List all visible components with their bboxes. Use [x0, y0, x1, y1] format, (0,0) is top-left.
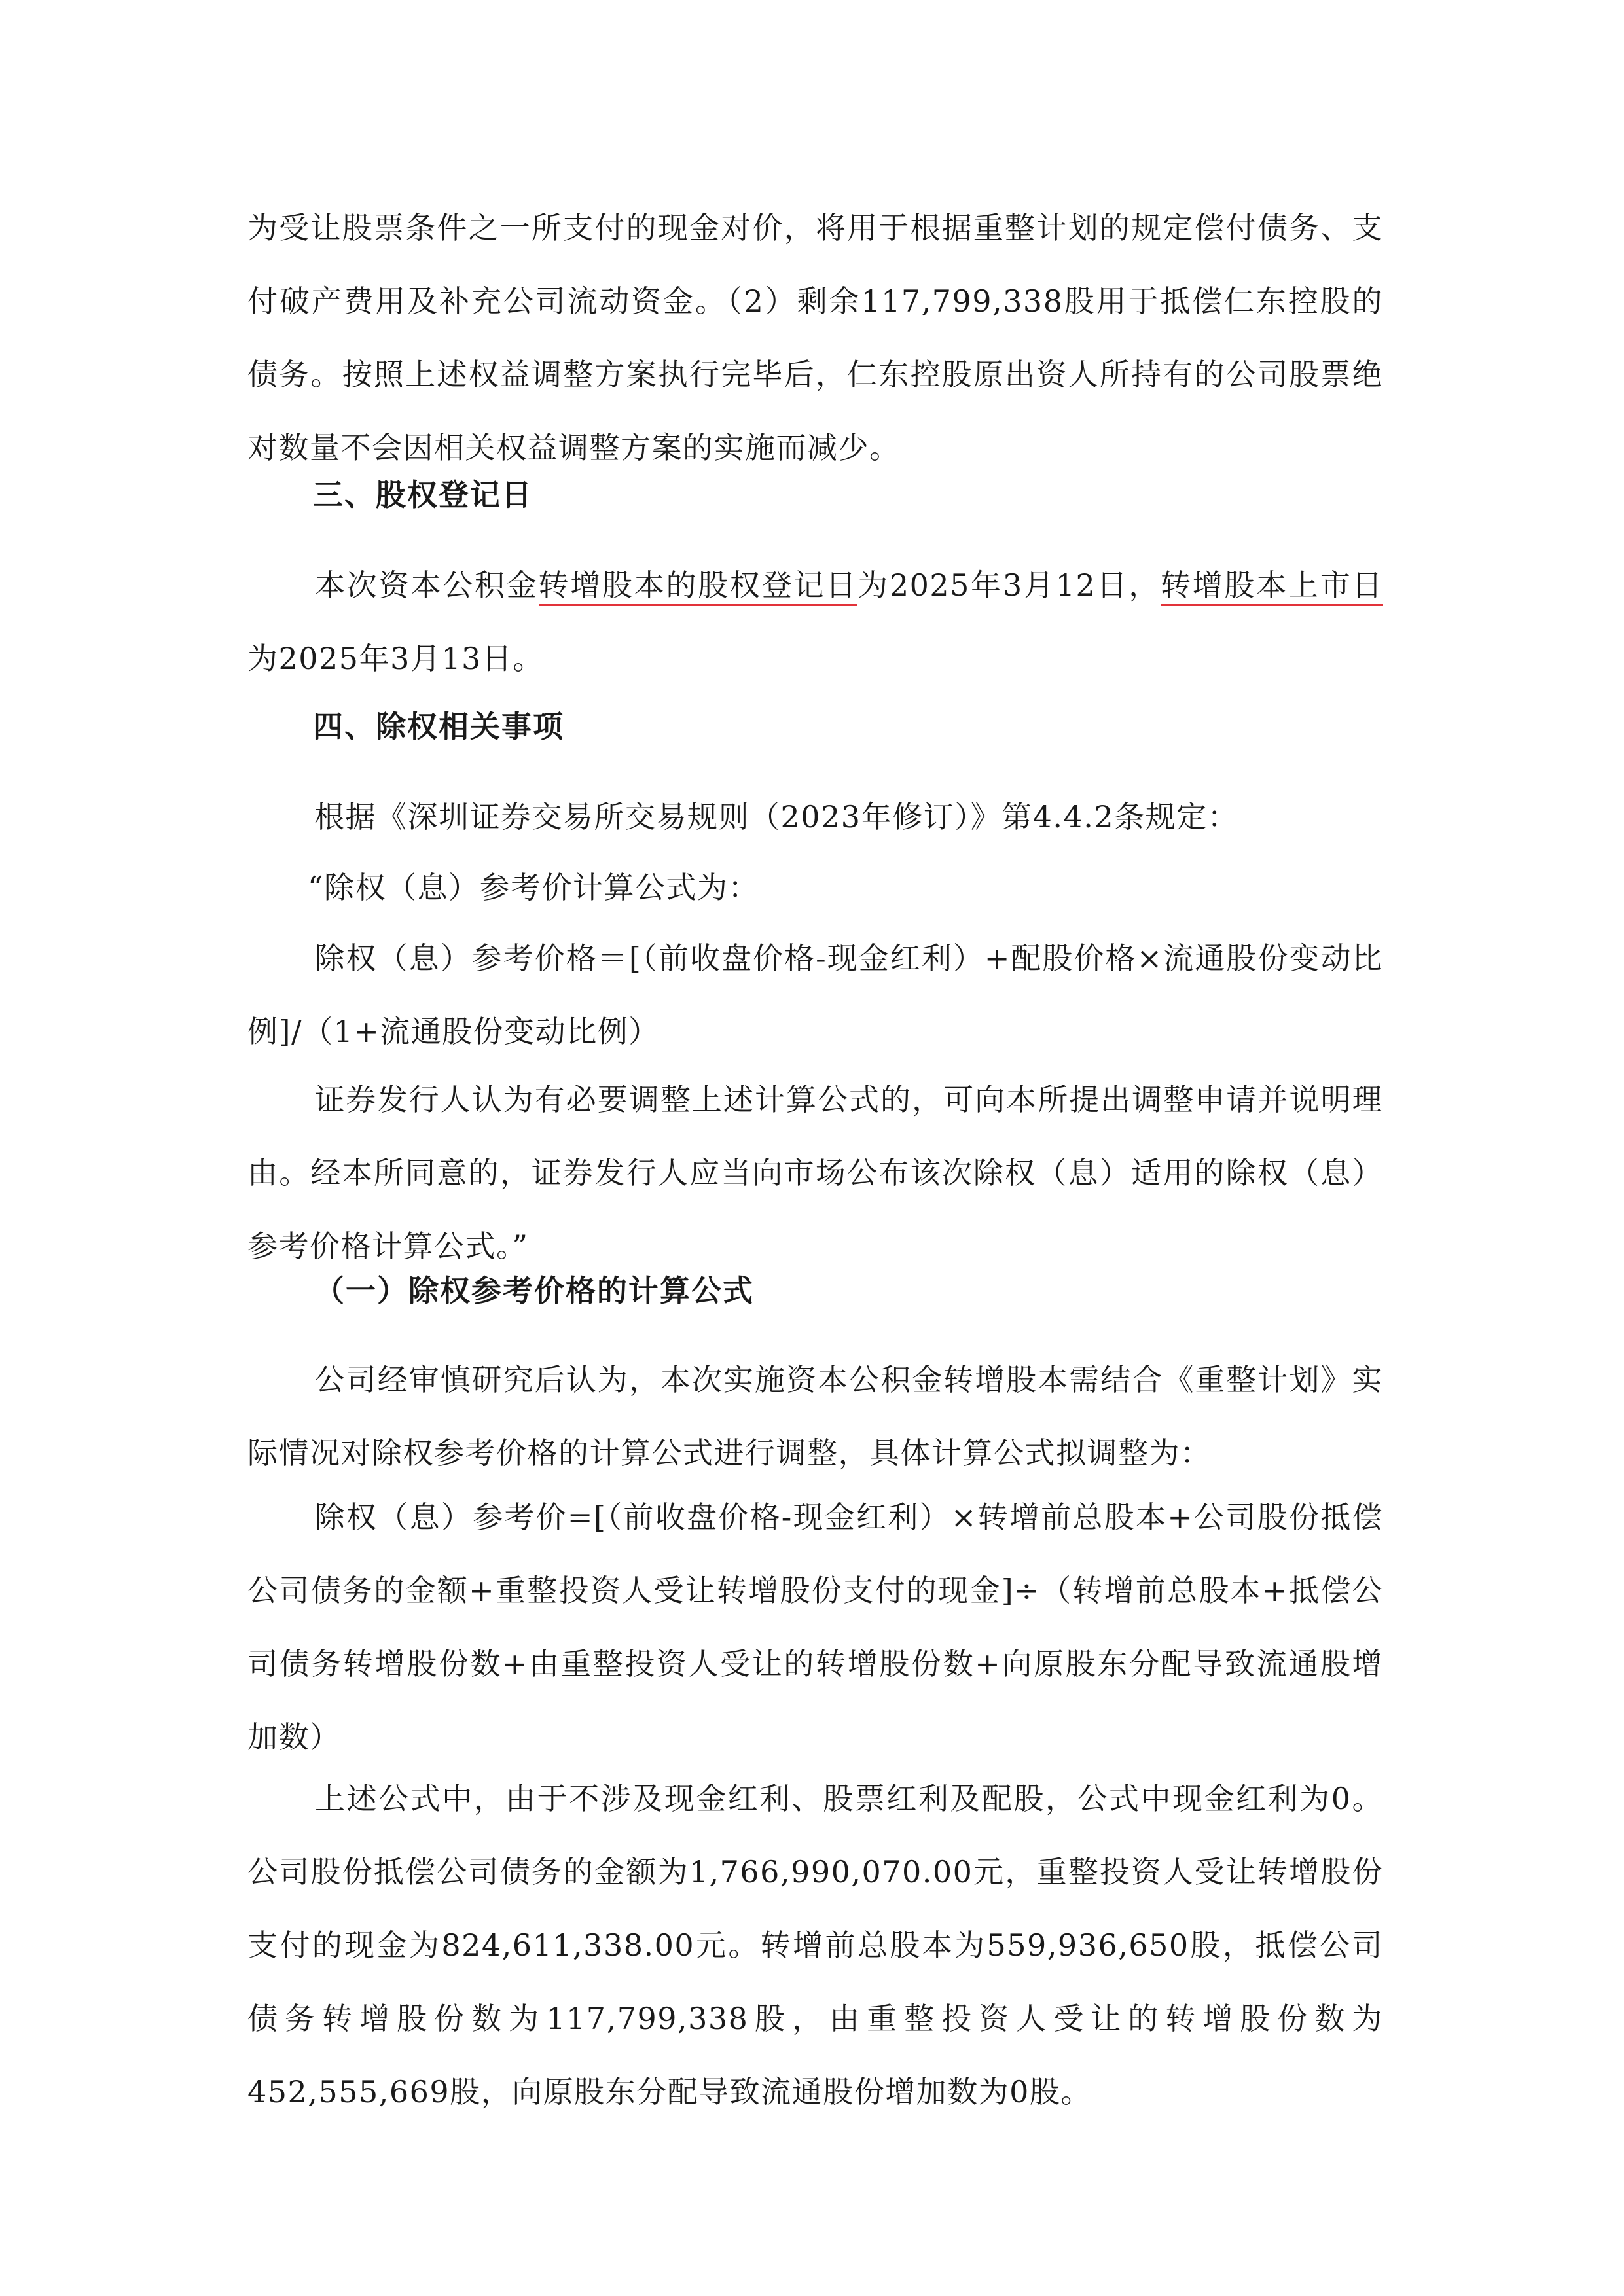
paragraph-quote-line: [247, 851, 1383, 924]
paragraph-adjustment-intro: [247, 1343, 1383, 1490]
adjusted-formula-text: 除权（息）参考价=[（前收盘价格-现金红利）×转增前总股本+公司股份抵偿公司债务的金额+重整投资人受让转增股份支付的现金]÷（转增前总股本+抵偿公司债务转增股份数+由重整投资人受让的转增股份数+向原股东分配导致流通股增加数）: [247, 1499, 1383, 1755]
quote-line-text: “除权（息）参考价计算公式为：: [308, 870, 760, 905]
subsection-heading-formula: （一）除权参考价格的计算公式: [314, 1273, 754, 1308]
paragraph-record-date: [247, 548, 1383, 695]
paragraph-quoted-formula: [247, 922, 1383, 1068]
underlined-record-date: 转增股本的股权登记日: [539, 567, 858, 606]
paragraph-equity-adjustment: 为受让股票条件之一所支付的现金对价，将用于根据重整计划的规定偿付债务、支付破产费用及补充公司流动资金。（2）剩余117,799,338股用于抵偿仁东控股的债务。按照上述权益调整方案执行完毕后，仁东控股原出资人所持有的公司股票绝对数量不会因相关权益调整方案的实施而减少。: [247, 210, 1383, 465]
rule-intro-text: 根据《深圳证券交易所交易规则（2023年修订）》第4.4.2条规定：: [314, 799, 1239, 834]
section-heading-record-date: 三、股权登记日: [313, 477, 533, 512]
text-segment: 为2025年3月12日，: [857, 567, 1161, 603]
text-segment: 为2025年3月13日。: [247, 641, 544, 676]
paragraph-rule-intro: [247, 780, 1383, 853]
paragraph-adjusted-formula: [247, 1480, 1383, 1774]
formula-explanation-text: 上述公式中，由于不涉及现金红利、股票红利及配股，公式中现金红利为0。公司股份抵偿公司债务的金额为1,766,990,070.00元，重整投资人受让转增股份支付的现金为824,611,338.00元。转增前总股本为559,936,650股，抵偿公司债务转增股份数为117,799,338股，由重整投资人受让的转增股份数为452,555,669股，向原股东分配导致流通股份增加数为0股。: [247, 1781, 1383, 2109]
text-segment: 本次资本公积金: [314, 567, 539, 603]
adjustment-intro-text: 公司经审慎研究后认为，本次实施资本公积金转增股本需结合《重整计划》实际情况对除权参考价格的计算公式进行调整，具体计算公式拟调整为：: [247, 1362, 1383, 1471]
paragraph-quote-note: [247, 1063, 1383, 1283]
section-heading-ex-rights: 四、除权相关事项: [313, 709, 564, 744]
quote-note-text: 证券发行人认为有必要调整上述计算公式的，可向本所提出调整申请并说明理由。经本所同意的，证券发行人应当向市场公布该次除权（息）适用的除权（息）参考价格计算公式。”: [247, 1082, 1383, 1264]
paragraph-formula-explanation: [247, 1762, 1383, 2128]
underlined-listing-date: 转增股本上市日: [1161, 567, 1383, 606]
quoted-formula-text: 除权（息）参考价格＝[（前收盘价格-现金红利）+配股价格×流通股份变动比例]/（1+流通股份变动比例）: [247, 941, 1383, 1049]
